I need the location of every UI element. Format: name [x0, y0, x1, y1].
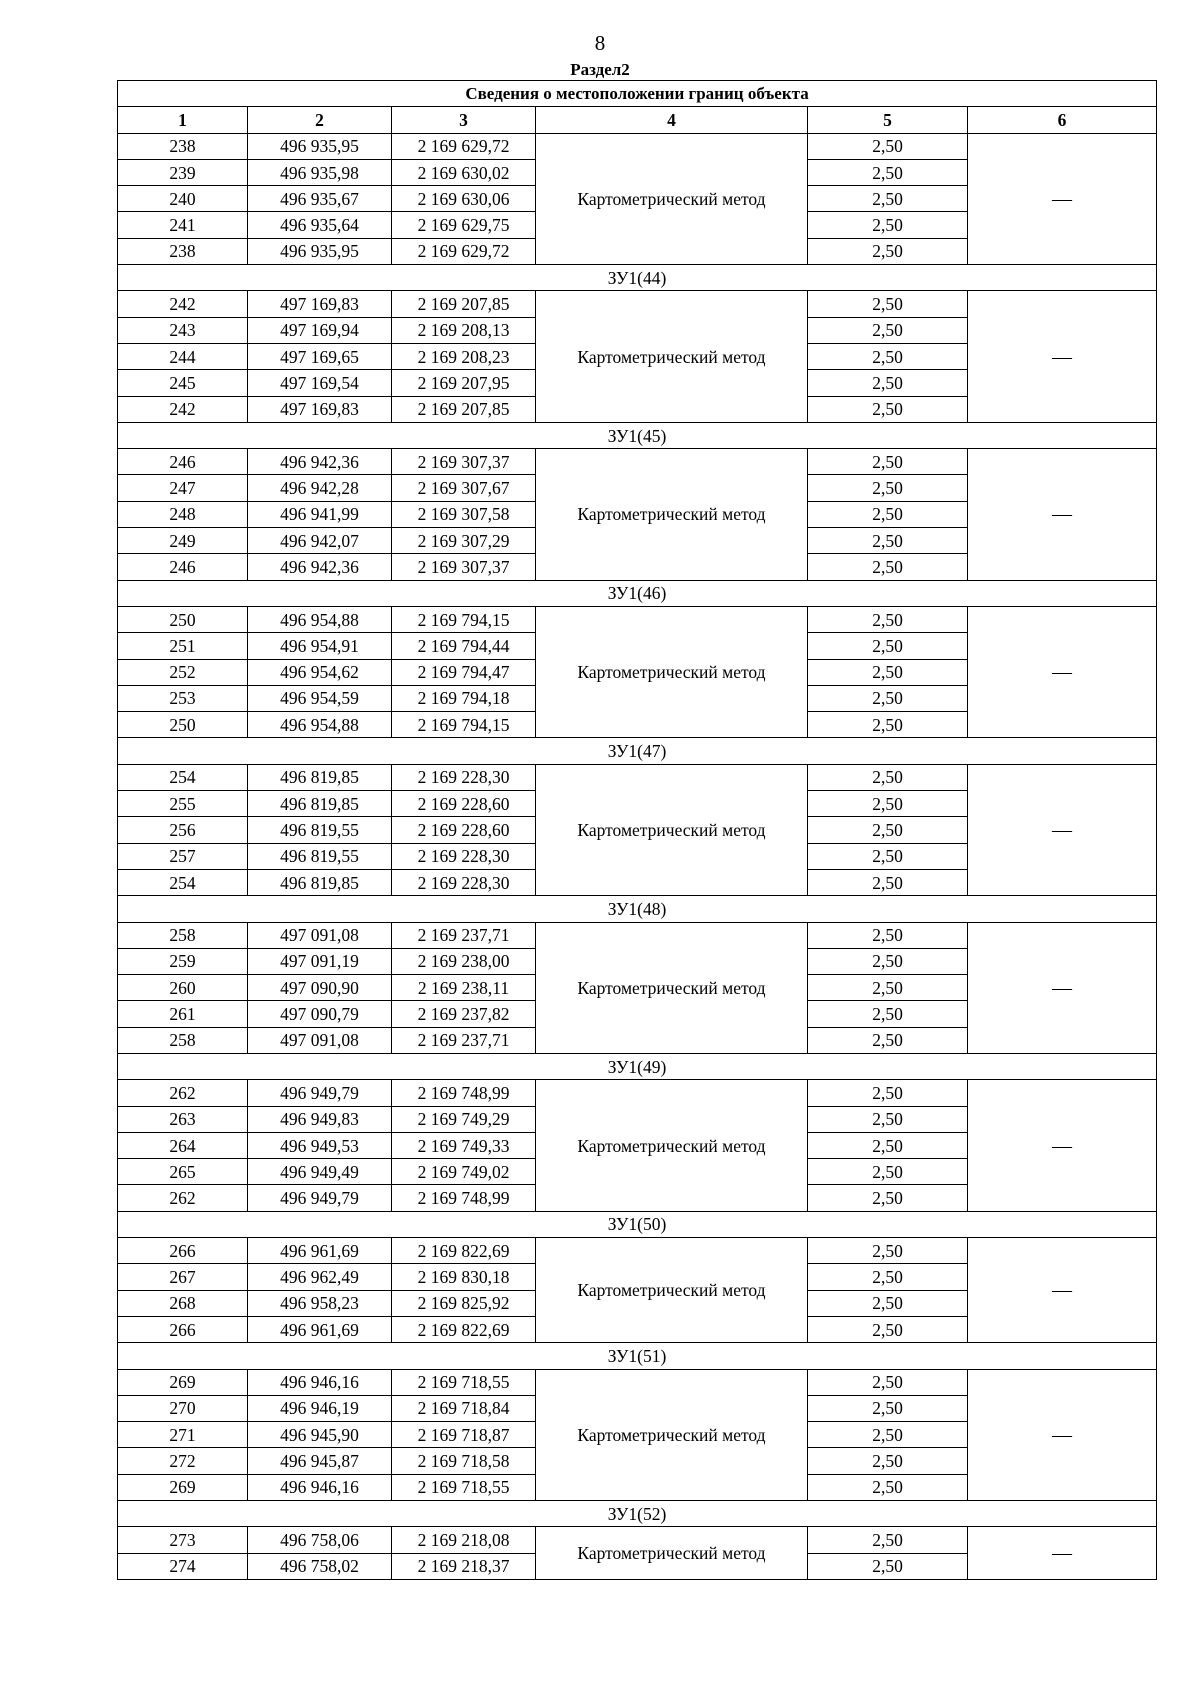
x-coordinate-cell: 496 949,53: [248, 1132, 392, 1158]
point-number-cell: 261: [118, 1001, 248, 1027]
x-coordinate-cell: 496 758,06: [248, 1527, 392, 1553]
point-number-cell: 250: [118, 606, 248, 632]
y-coordinate-cell: 2 169 794,15: [392, 606, 536, 632]
y-coordinate-cell: 2 169 748,99: [392, 1080, 536, 1106]
page-number: 8: [594, 31, 606, 55]
x-coordinate-cell: 496 942,36: [248, 554, 392, 580]
note-cell: —: [968, 606, 1157, 737]
group-label: ЗУ1(45): [118, 422, 1157, 448]
x-coordinate-cell: 497 169,83: [248, 291, 392, 317]
point-number-cell: 257: [118, 843, 248, 869]
x-coordinate-cell: 497 169,54: [248, 370, 392, 396]
precision-cell: 2,50: [808, 975, 968, 1001]
table-row: [118, 1080, 1157, 1106]
precision-cell: 2,50: [808, 633, 968, 659]
precision-cell: 2,50: [808, 843, 968, 869]
x-coordinate-cell: 497 091,08: [248, 922, 392, 948]
x-coordinate-cell: 496 935,98: [248, 159, 392, 185]
y-coordinate-cell: 2 169 207,85: [392, 291, 536, 317]
precision-cell: 2,50: [808, 528, 968, 554]
precision-cell: 2,50: [808, 1553, 968, 1579]
x-coordinate-cell: 496 945,90: [248, 1422, 392, 1448]
precision-cell: 2,50: [808, 396, 968, 422]
y-coordinate-cell: 2 169 718,55: [392, 1474, 536, 1500]
x-coordinate-cell: 496 961,69: [248, 1316, 392, 1342]
precision-cell: 2,50: [808, 1290, 968, 1316]
column-header: 5: [808, 107, 968, 133]
table-row: [118, 1238, 1157, 1264]
point-number-cell: 248: [118, 501, 248, 527]
column-header-row: [118, 107, 1157, 133]
point-number-cell: 260: [118, 975, 248, 1001]
y-coordinate-cell: 2 169 794,18: [392, 685, 536, 711]
y-coordinate-cell: 2 169 307,29: [392, 528, 536, 554]
precision-cell: 2,50: [808, 475, 968, 501]
precision-cell: 2,50: [808, 1027, 968, 1053]
y-coordinate-cell: 2 169 208,13: [392, 317, 536, 343]
y-coordinate-cell: 2 169 830,18: [392, 1264, 536, 1290]
table-row: [118, 764, 1157, 790]
precision-cell: 2,50: [808, 449, 968, 475]
y-coordinate-cell: 2 169 794,44: [392, 633, 536, 659]
note-cell: —: [968, 1080, 1157, 1211]
group-label-row: [118, 1343, 1157, 1369]
point-number-cell: 263: [118, 1106, 248, 1132]
precision-cell: 2,50: [808, 1185, 968, 1211]
point-number-cell: 246: [118, 554, 248, 580]
point-number-cell: 268: [118, 1290, 248, 1316]
x-coordinate-cell: 496 935,64: [248, 212, 392, 238]
precision-cell: 2,50: [808, 791, 968, 817]
y-coordinate-cell: 2 169 794,47: [392, 659, 536, 685]
y-coordinate-cell: 2 169 718,55: [392, 1369, 536, 1395]
method-cell: Картометрический метод: [536, 1080, 808, 1211]
point-number-cell: 272: [118, 1448, 248, 1474]
x-coordinate-cell: 496 819,55: [248, 843, 392, 869]
y-coordinate-cell: 2 169 748,99: [392, 1185, 536, 1211]
precision-cell: 2,50: [808, 1106, 968, 1132]
point-number-cell: 245: [118, 370, 248, 396]
point-number-cell: 249: [118, 528, 248, 554]
point-number-cell: 271: [118, 1422, 248, 1448]
precision-cell: 2,50: [808, 159, 968, 185]
point-number-cell: 240: [118, 186, 248, 212]
precision-cell: 2,50: [808, 659, 968, 685]
x-coordinate-cell: 497 091,08: [248, 1027, 392, 1053]
y-coordinate-cell: 2 169 822,69: [392, 1238, 536, 1264]
precision-cell: 2,50: [808, 1395, 968, 1421]
table-title-row: [118, 81, 1157, 107]
precision-cell: 2,50: [808, 1238, 968, 1264]
x-coordinate-cell: 496 945,87: [248, 1448, 392, 1474]
point-number-cell: 258: [118, 922, 248, 948]
y-coordinate-cell: 2 169 237,82: [392, 1001, 536, 1027]
precision-cell: 2,50: [808, 869, 968, 895]
group-label: ЗУ1(48): [118, 896, 1157, 922]
x-coordinate-cell: 496 962,49: [248, 1264, 392, 1290]
precision-cell: 2,50: [808, 1474, 968, 1500]
precision-cell: 2,50: [808, 554, 968, 580]
precision-cell: 2,50: [808, 1448, 968, 1474]
y-coordinate-cell: 2 169 629,75: [392, 212, 536, 238]
x-coordinate-cell: 496 946,16: [248, 1369, 392, 1395]
precision-cell: 2,50: [808, 817, 968, 843]
y-coordinate-cell: 2 169 749,02: [392, 1159, 536, 1185]
point-number-cell: 264: [118, 1132, 248, 1158]
section-title: Раздел2: [570, 60, 630, 79]
point-number-cell: 243: [118, 317, 248, 343]
note-cell: —: [968, 1238, 1157, 1343]
y-coordinate-cell: 2 169 208,23: [392, 343, 536, 369]
y-coordinate-cell: 2 169 207,85: [392, 396, 536, 422]
precision-cell: 2,50: [808, 1132, 968, 1158]
x-coordinate-cell: 497 090,90: [248, 975, 392, 1001]
x-coordinate-cell: 496 942,36: [248, 449, 392, 475]
boundary-coordinates-table: [117, 80, 1157, 1580]
column-header: 3: [392, 107, 536, 133]
y-coordinate-cell: 2 169 307,37: [392, 449, 536, 475]
method-cell: Картометрический метод: [536, 291, 808, 422]
point-number-cell: 242: [118, 396, 248, 422]
y-coordinate-cell: 2 169 238,11: [392, 975, 536, 1001]
point-number-cell: 246: [118, 449, 248, 475]
group-label: ЗУ1(50): [118, 1211, 1157, 1237]
x-coordinate-cell: 497 169,83: [248, 396, 392, 422]
group-label-row: [118, 896, 1157, 922]
y-coordinate-cell: 2 169 237,71: [392, 1027, 536, 1053]
y-coordinate-cell: 2 169 749,29: [392, 1106, 536, 1132]
method-cell: Картометрический метод: [536, 1527, 808, 1580]
precision-cell: 2,50: [808, 606, 968, 632]
y-coordinate-cell: 2 169 794,15: [392, 712, 536, 738]
x-coordinate-cell: 497 090,79: [248, 1001, 392, 1027]
precision-cell: 2,50: [808, 922, 968, 948]
group-label: ЗУ1(44): [118, 265, 1157, 291]
group-label-row: [118, 1053, 1157, 1079]
precision-cell: 2,50: [808, 186, 968, 212]
x-coordinate-cell: 496 954,59: [248, 685, 392, 711]
precision-cell: 2,50: [808, 1422, 968, 1448]
table-row: [118, 449, 1157, 475]
point-number-cell: 266: [118, 1238, 248, 1264]
point-number-cell: 256: [118, 817, 248, 843]
group-label: ЗУ1(46): [118, 580, 1157, 606]
precision-cell: 2,50: [808, 1527, 968, 1553]
y-coordinate-cell: 2 169 718,58: [392, 1448, 536, 1474]
y-coordinate-cell: 2 169 228,60: [392, 791, 536, 817]
x-coordinate-cell: 496 949,79: [248, 1185, 392, 1211]
precision-cell: 2,50: [808, 1369, 968, 1395]
y-coordinate-cell: 2 169 629,72: [392, 133, 536, 159]
point-number-cell: 267: [118, 1264, 248, 1290]
x-coordinate-cell: 496 954,91: [248, 633, 392, 659]
precision-cell: 2,50: [808, 948, 968, 974]
x-coordinate-cell: 496 954,88: [248, 712, 392, 738]
point-number-cell: 238: [118, 238, 248, 264]
note-cell: —: [968, 1527, 1157, 1580]
precision-cell: 2,50: [808, 317, 968, 343]
y-coordinate-cell: 2 169 207,95: [392, 370, 536, 396]
y-coordinate-cell: 2 169 238,00: [392, 948, 536, 974]
group-label-row: [118, 738, 1157, 764]
y-coordinate-cell: 2 169 822,69: [392, 1316, 536, 1342]
precision-cell: 2,50: [808, 764, 968, 790]
y-coordinate-cell: 2 169 218,08: [392, 1527, 536, 1553]
point-number-cell: 239: [118, 159, 248, 185]
y-coordinate-cell: 2 169 825,92: [392, 1290, 536, 1316]
point-number-cell: 242: [118, 291, 248, 317]
x-coordinate-cell: 496 941,99: [248, 501, 392, 527]
point-number-cell: 255: [118, 791, 248, 817]
note-cell: —: [968, 764, 1157, 895]
point-number-cell: 262: [118, 1185, 248, 1211]
note-cell: —: [968, 449, 1157, 580]
x-coordinate-cell: 496 819,85: [248, 764, 392, 790]
x-coordinate-cell: 496 958,23: [248, 1290, 392, 1316]
precision-cell: 2,50: [808, 1316, 968, 1342]
point-number-cell: 266: [118, 1316, 248, 1342]
x-coordinate-cell: 496 949,49: [248, 1159, 392, 1185]
x-coordinate-cell: 497 169,65: [248, 343, 392, 369]
precision-cell: 2,50: [808, 291, 968, 317]
point-number-cell: 259: [118, 948, 248, 974]
precision-cell: 2,50: [808, 685, 968, 711]
table-row: [118, 1527, 1157, 1553]
x-coordinate-cell: 496 946,16: [248, 1474, 392, 1500]
point-number-cell: 252: [118, 659, 248, 685]
method-cell: Картометрический метод: [536, 922, 808, 1053]
y-coordinate-cell: 2 169 630,06: [392, 186, 536, 212]
x-coordinate-cell: 496 961,69: [248, 1238, 392, 1264]
table-row: [118, 133, 1157, 159]
note-cell: —: [968, 1369, 1157, 1500]
y-coordinate-cell: 2 169 630,02: [392, 159, 536, 185]
method-cell: Картометрический метод: [536, 764, 808, 895]
method-cell: Картометрический метод: [536, 1369, 808, 1500]
y-coordinate-cell: 2 169 718,87: [392, 1422, 536, 1448]
precision-cell: 2,50: [808, 238, 968, 264]
point-number-cell: 269: [118, 1474, 248, 1500]
point-number-cell: 250: [118, 712, 248, 738]
point-number-cell: 270: [118, 1395, 248, 1421]
precision-cell: 2,50: [808, 1264, 968, 1290]
note-cell: —: [968, 133, 1157, 264]
point-number-cell: 273: [118, 1527, 248, 1553]
x-coordinate-cell: 496 954,88: [248, 606, 392, 632]
method-cell: Картометрический метод: [536, 606, 808, 737]
x-coordinate-cell: 496 935,95: [248, 133, 392, 159]
x-coordinate-cell: 496 949,79: [248, 1080, 392, 1106]
group-label-row: [118, 1501, 1157, 1527]
table-row: [118, 922, 1157, 948]
precision-cell: 2,50: [808, 1080, 968, 1106]
point-number-cell: 274: [118, 1553, 248, 1579]
point-number-cell: 244: [118, 343, 248, 369]
note-cell: —: [968, 922, 1157, 1053]
precision-cell: 2,50: [808, 712, 968, 738]
precision-cell: 2,50: [808, 343, 968, 369]
precision-cell: 2,50: [808, 133, 968, 159]
x-coordinate-cell: 497 091,19: [248, 948, 392, 974]
y-coordinate-cell: 2 169 307,67: [392, 475, 536, 501]
group-label-row: [118, 580, 1157, 606]
point-number-cell: 265: [118, 1159, 248, 1185]
point-number-cell: 254: [118, 764, 248, 790]
point-number-cell: 254: [118, 869, 248, 895]
table-row: [118, 291, 1157, 317]
x-coordinate-cell: 496 954,62: [248, 659, 392, 685]
table-body: [118, 133, 1157, 1579]
group-label: ЗУ1(52): [118, 1501, 1157, 1527]
precision-cell: 2,50: [808, 1159, 968, 1185]
method-cell: Картометрический метод: [536, 449, 808, 580]
x-coordinate-cell: 496 946,19: [248, 1395, 392, 1421]
group-label-row: [118, 1211, 1157, 1237]
x-coordinate-cell: 497 169,94: [248, 317, 392, 343]
method-cell: Картометрический метод: [536, 1238, 808, 1343]
precision-cell: 2,50: [808, 501, 968, 527]
method-cell: Картометрический метод: [536, 133, 808, 264]
table-row: [118, 1369, 1157, 1395]
table-title: Сведения о местоположении границ объекта: [118, 81, 1157, 107]
x-coordinate-cell: 496 935,67: [248, 186, 392, 212]
y-coordinate-cell: 2 169 228,30: [392, 843, 536, 869]
x-coordinate-cell: 496 942,28: [248, 475, 392, 501]
note-cell: —: [968, 291, 1157, 422]
group-label: ЗУ1(51): [118, 1343, 1157, 1369]
x-coordinate-cell: 496 942,07: [248, 528, 392, 554]
column-header: 1: [118, 107, 248, 133]
y-coordinate-cell: 2 169 228,30: [392, 869, 536, 895]
group-label-row: [118, 422, 1157, 448]
table-row: [118, 606, 1157, 632]
precision-cell: 2,50: [808, 212, 968, 238]
point-number-cell: 241: [118, 212, 248, 238]
point-number-cell: 253: [118, 685, 248, 711]
point-number-cell: 251: [118, 633, 248, 659]
precision-cell: 2,50: [808, 1001, 968, 1027]
x-coordinate-cell: 496 758,02: [248, 1553, 392, 1579]
x-coordinate-cell: 496 935,95: [248, 238, 392, 264]
y-coordinate-cell: 2 169 228,60: [392, 817, 536, 843]
y-coordinate-cell: 2 169 749,33: [392, 1132, 536, 1158]
group-label-row: [118, 265, 1157, 291]
y-coordinate-cell: 2 169 629,72: [392, 238, 536, 264]
column-header: 2: [248, 107, 392, 133]
y-coordinate-cell: 2 169 228,30: [392, 764, 536, 790]
point-number-cell: 258: [118, 1027, 248, 1053]
x-coordinate-cell: 496 819,55: [248, 817, 392, 843]
y-coordinate-cell: 2 169 718,84: [392, 1395, 536, 1421]
group-label: ЗУ1(47): [118, 738, 1157, 764]
column-header: 6: [968, 107, 1157, 133]
x-coordinate-cell: 496 949,83: [248, 1106, 392, 1132]
point-number-cell: 247: [118, 475, 248, 501]
y-coordinate-cell: 2 169 237,71: [392, 922, 536, 948]
point-number-cell: 238: [118, 133, 248, 159]
point-number-cell: 269: [118, 1369, 248, 1395]
x-coordinate-cell: 496 819,85: [248, 791, 392, 817]
point-number-cell: 262: [118, 1080, 248, 1106]
y-coordinate-cell: 2 169 218,37: [392, 1553, 536, 1579]
x-coordinate-cell: 496 819,85: [248, 869, 392, 895]
y-coordinate-cell: 2 169 307,58: [392, 501, 536, 527]
column-header: 4: [536, 107, 808, 133]
precision-cell: 2,50: [808, 370, 968, 396]
group-label: ЗУ1(49): [118, 1053, 1157, 1079]
y-coordinate-cell: 2 169 307,37: [392, 554, 536, 580]
